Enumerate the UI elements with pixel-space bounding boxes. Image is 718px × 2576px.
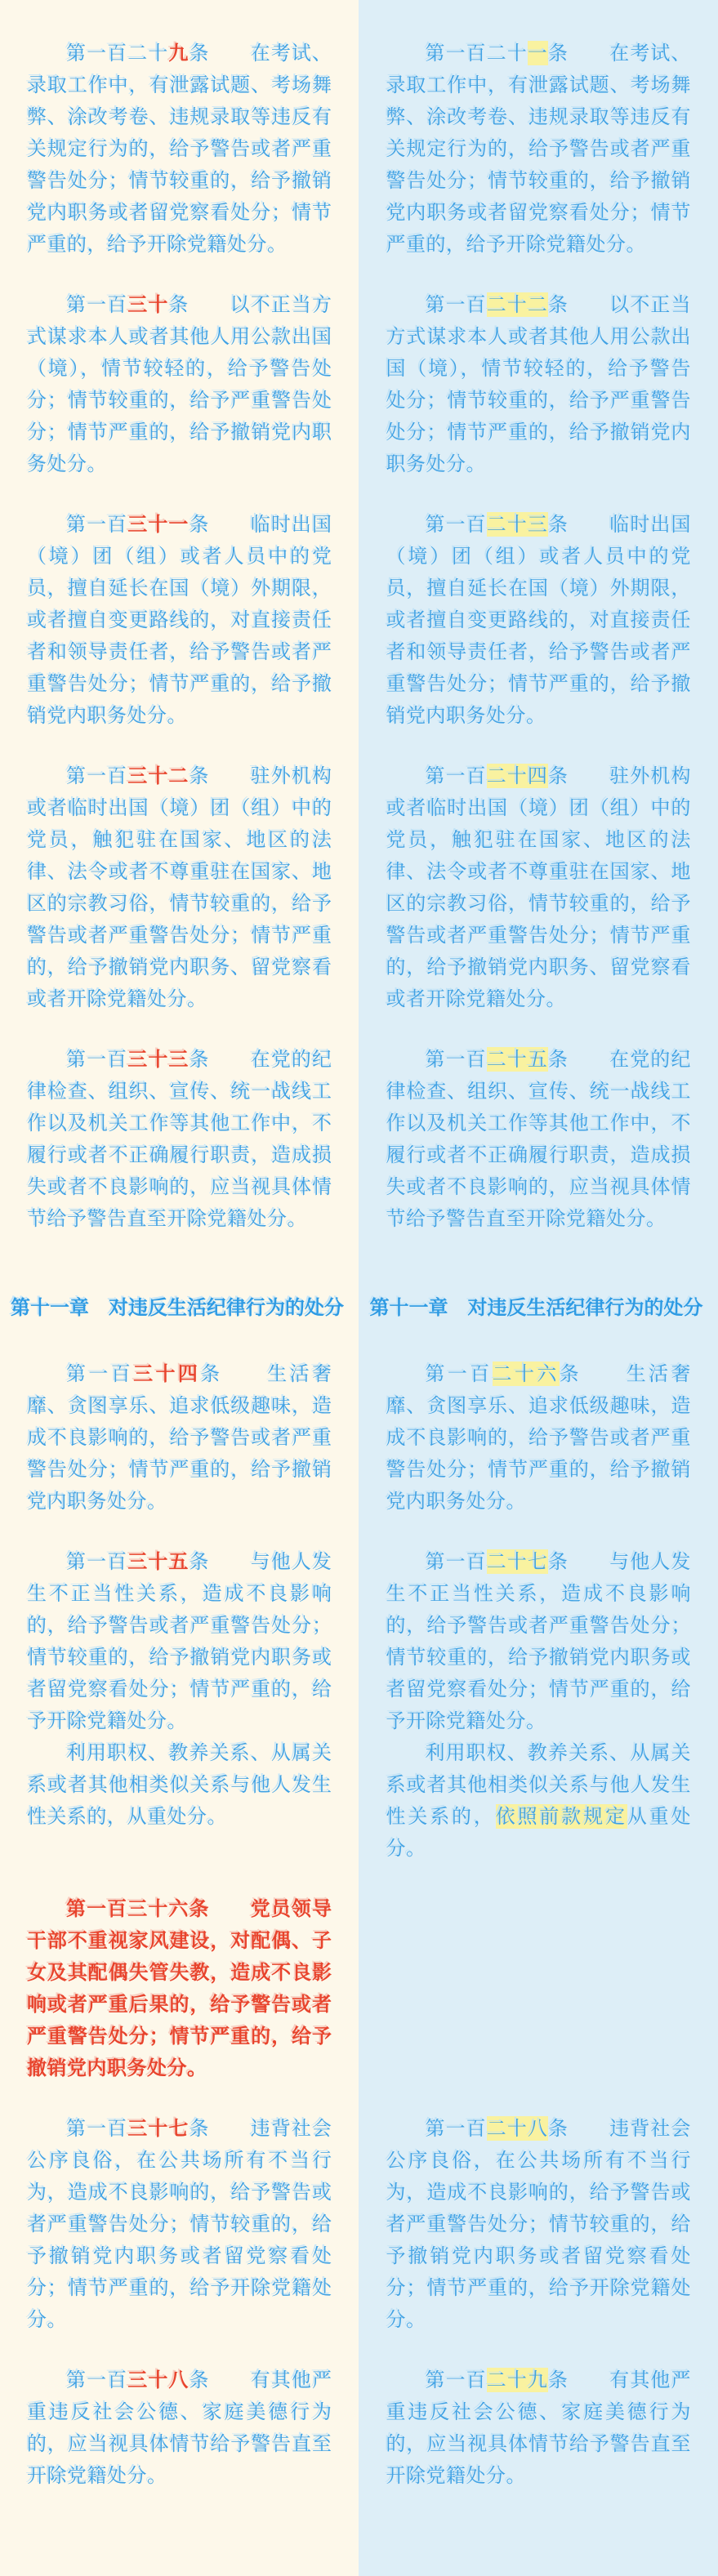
body-text: 条 驻外机构或者临时出国（境）团（组）中的党员，触犯驻在国家、地区的法律、法令或者不尊重驻在国家、地区的宗教习俗，情节较重的，给予警告或者严重警告处分；情节严重的，给予撤销党内职务、留党察看或者开除党籍处分。 <box>386 764 691 1010</box>
article-row-136-new <box>0 1893 718 2113</box>
changed-text: 三十四 <box>133 1362 201 1385</box>
article-row-138-129 <box>0 2364 718 2520</box>
article-paragraph <box>386 509 692 732</box>
body-text: 条 以不正当方式谋求本人或者其他人用公款出国（境），情节较轻的，给予警告处分；情节较重的，给予严重警告处分；情节严重的，给予撤销党内职务处分。 <box>386 293 691 475</box>
article-paragraph <box>386 1044 692 1235</box>
article-row-129-121 <box>0 38 718 289</box>
body-text: 条 违背社会公序良俗，在公共场所有不当行为，造成不良影响的，给予警告或者严重警告处分；情节较重的，给予撤销党内职务或者留党察看处分；情节严重的，给予开除党籍处分。 <box>27 2117 332 2331</box>
article-row-130-122 <box>0 289 718 509</box>
left-column-cell <box>0 289 359 509</box>
right-column-cell <box>359 509 718 760</box>
body-text: 条 临时出国（境）团（组）或者人员中的党员，擅自延长在国（境）外期限，或者擅自变更路线的，对直接责任者和领导责任者，给予警告或者严重警告处分；情节严重的，给予撤销党内职务处分。 <box>27 513 332 727</box>
article-row-131-123 <box>0 509 718 760</box>
highlighted-text: 二十四 <box>486 764 548 787</box>
article-paragraph-new <box>27 1893 332 2084</box>
body-text: 条 生活奢靡、贪图享乐、追求低级趣味，造成不良影响的，给予警告或者严重警告处分；情节严重的，给予撤销党内职务处分。 <box>386 1362 692 1513</box>
chapter-heading: 第十一章 对违反生活纪律行为的处分 <box>11 1296 344 1319</box>
body-text: 第一百 <box>66 1048 128 1071</box>
article-row-135-127 <box>0 1546 718 1893</box>
article-paragraph <box>27 2364 332 2492</box>
article-row-132-124 <box>0 760 718 1044</box>
left-column-cell <box>0 38 359 289</box>
chapter-heading: 第十一章 对违反生活纪律行为的处分 <box>369 1296 703 1319</box>
body-text: 条 在党的纪律检查、组织、宣传、统一战线工作以及机关工作等其他工作中，不履行或者不正确履行职责，造成损失或者不良影响的，应当视具体情节给予警告直至开除党籍处分。 <box>386 1048 691 1230</box>
body-text: 第一百 <box>425 293 487 316</box>
body-text: 条 违背社会公序良俗，在公共场所有不当行为，造成不良影响的，给予警告或者严重警告处分；情节较重的，给予撤销党内职务或者留党察看处分；情节严重的，给予开除党籍处分。 <box>386 2117 691 2331</box>
article-paragraph <box>27 289 332 480</box>
article-paragraph <box>386 289 692 480</box>
article-paragraph <box>386 38 692 261</box>
body-text: 第一百 <box>66 1550 128 1573</box>
highlighted-text: 二十八 <box>486 2117 548 2140</box>
body-text: 第一百 <box>66 2117 128 2140</box>
body-text: 第一百 <box>66 764 128 787</box>
body-text: 第一百 <box>425 1362 493 1385</box>
right-column-cell <box>359 1546 718 1893</box>
body-text: 第一百 <box>66 513 128 536</box>
article-paragraph <box>27 1737 332 1833</box>
right-column-cell <box>359 760 718 1044</box>
right-column-cell <box>359 2113 718 2364</box>
changed-text: 三十五 <box>127 1550 190 1573</box>
changed-text: 九 <box>168 42 190 65</box>
body-text: 条 生活奢靡、贪图享乐、追求低级趣味，造成不良影响的，给予警告或者严重警告处分；情节严重的，给予撤销党内职务处分。 <box>27 1362 332 1513</box>
article-paragraph <box>27 38 332 261</box>
right-column-cell <box>359 1263 718 1358</box>
left-column-cell <box>0 1893 359 2113</box>
body-text: 条 以不正当方式谋求本人或者其他人用公款出国（境），情节较轻的，给予警告处分；情节较重的，给予严重警告处分；情节严重的，给予撤销党内职务处分。 <box>27 293 332 475</box>
article-paragraph <box>27 509 332 732</box>
left-column-cell <box>0 1546 359 1861</box>
body-text: 条 有其他严重违反社会公德、家庭美德行为的，应当视具体情节给予警告直至开除党籍处分。 <box>27 2369 332 2487</box>
changed-text: 三十一 <box>127 513 190 536</box>
article-row-133-125 <box>0 1044 718 1263</box>
highlighted-text: 二十五 <box>486 1048 548 1071</box>
body-text: 条 与他人发生不正当性关系，造成不良影响的，给予警告或者严重警告处分；情节较重的，给予撤销党内职务或者留党察看处分；情节严重的，给予开除党籍处分。 <box>386 1550 691 1732</box>
body-text: 利用职权、教养关系、从属关系或者其他相类似关系与他人发生性关系的， <box>386 1741 691 1828</box>
body-text: 第一百 <box>425 764 487 787</box>
article-paragraph <box>386 1358 692 1518</box>
article-paragraph <box>386 1546 692 1737</box>
article-paragraph <box>386 2364 692 2492</box>
left-column-cell <box>0 1044 359 1263</box>
article-paragraph <box>27 1358 332 1518</box>
highlighted-text: 二十二 <box>486 293 548 316</box>
body-text: 条 在党的纪律检查、组织、宣传、统一战线工作以及机关工作等其他工作中，不履行或者不正确履行职责，造成损失或者不良影响的，应当视具体情节给予警告直至开除党籍处分。 <box>27 1048 332 1230</box>
highlighted-text: 二十九 <box>486 2369 548 2391</box>
body-text: 条 在考试、录取工作中，有泄露试题、考场舞弊、涂改考卷、违规录取等违反有关规定行为的，给予警告或者严重警告处分；情节较重的，给予撤销党内职务或者留党察看处分；情节严重的，给予开除党籍处分。 <box>386 42 692 256</box>
body-text: 第一百 <box>425 1550 487 1573</box>
changed-text: 三十二 <box>127 764 190 787</box>
left-column-cell <box>0 1263 359 1358</box>
right-column-cell <box>359 2364 718 2520</box>
article-row-137-128 <box>0 2113 718 2364</box>
right-column-cell <box>359 1044 718 1263</box>
left-column-cell <box>0 2364 359 2520</box>
article-paragraph <box>386 760 692 1015</box>
body-text: 第一百二十 <box>425 42 528 65</box>
article-row-134-126 <box>0 1358 718 1546</box>
chapter-heading-row <box>0 1263 718 1358</box>
article-paragraph <box>27 1546 332 1737</box>
highlighted-text: 二十六 <box>492 1362 560 1385</box>
body-text: 条 临时出国（境）团（组）或者人员中的党员，擅自延长在国（境）外期限，或者擅自变更路线的，对直接责任者和领导责任者，给予警告或者严重警告处分；情节严重的，给予撤销党内职务处分。 <box>386 513 691 727</box>
body-text: 条 在考试、录取工作中，有泄露试题、考场舞弊、涂改考卷、违规录取等违反有关规定行为的，给予警告或者严重警告处分；情节较重的，给予撤销党内职务或者留党察看处分；情节严重的，给予开除党籍处分。 <box>27 42 332 256</box>
body-text: 第一百 <box>425 1048 487 1071</box>
body-text: 条 驻外机构或者临时出国（境）团（组）中的党员，触犯驻在国家、地区的法律、法令或者不尊重驻在国家、地区的宗教习俗，情节较重的，给予警告或者严重警告处分；情节严重的，给予撤销党内职务、留党察看或者开除党籍处分。 <box>27 764 332 1010</box>
article-paragraph <box>386 2113 692 2336</box>
right-column-cell <box>359 38 718 289</box>
changed-text: 三十 <box>127 293 169 316</box>
changed-text: 三十八 <box>127 2369 190 2391</box>
article-paragraph <box>386 1737 692 1865</box>
left-column-cell <box>0 509 359 760</box>
left-column-cell <box>0 2113 359 2364</box>
highlighted-text: 一 <box>527 42 549 65</box>
body-text: 第一百 <box>66 293 128 316</box>
right-column-cell <box>359 1358 718 1546</box>
body-text: 第一百二十 <box>66 42 169 65</box>
body-text: 第一百 <box>425 2369 487 2391</box>
body-text: 条 与他人发生不正当性关系，造成不良影响的，给予警告或者严重警告处分；情节较重的，给予撤销党内职务或者留党察看处分；情节严重的，给予开除党籍处分。 <box>27 1550 332 1732</box>
highlighted-text: 二十三 <box>486 513 548 536</box>
changed-text: 第一百三十六条 党员领导干部不重视家风建设，对配偶、子女及其配偶失管失教，造成不良影响或者严重后果的，给予警告或者严重警告处分；情节严重的，给予撤销党内职务处分。 <box>27 1897 332 2079</box>
body-text: 利用职权、教养关系、从属关系或者其他相类似关系与他人发生性关系的，从重处分。 <box>27 1741 332 1828</box>
article-paragraph <box>27 2113 332 2336</box>
left-column-cell <box>0 1358 359 1546</box>
highlighted-text: 二十七 <box>486 1550 548 1573</box>
article-paragraph <box>27 1044 332 1235</box>
highlighted-text: 依照前款规定 <box>495 1805 627 1828</box>
body-text: 第一百 <box>66 1362 134 1385</box>
body-text: 条 有其他严重违反社会公德、家庭美德行为的，应当视具体情节给予警告直至开除党籍处分。 <box>386 2369 691 2487</box>
changed-text: 三十三 <box>127 1048 190 1071</box>
body-text: 第一百 <box>425 513 487 536</box>
body-text: 第一百 <box>66 2369 128 2391</box>
article-paragraph <box>27 760 332 1015</box>
body-text: 从重处分。 <box>386 1805 692 1860</box>
changed-text: 三十七 <box>127 2117 190 2140</box>
body-text: 第一百 <box>425 2117 487 2140</box>
left-column-cell <box>0 760 359 1044</box>
right-column-cell <box>359 289 718 509</box>
